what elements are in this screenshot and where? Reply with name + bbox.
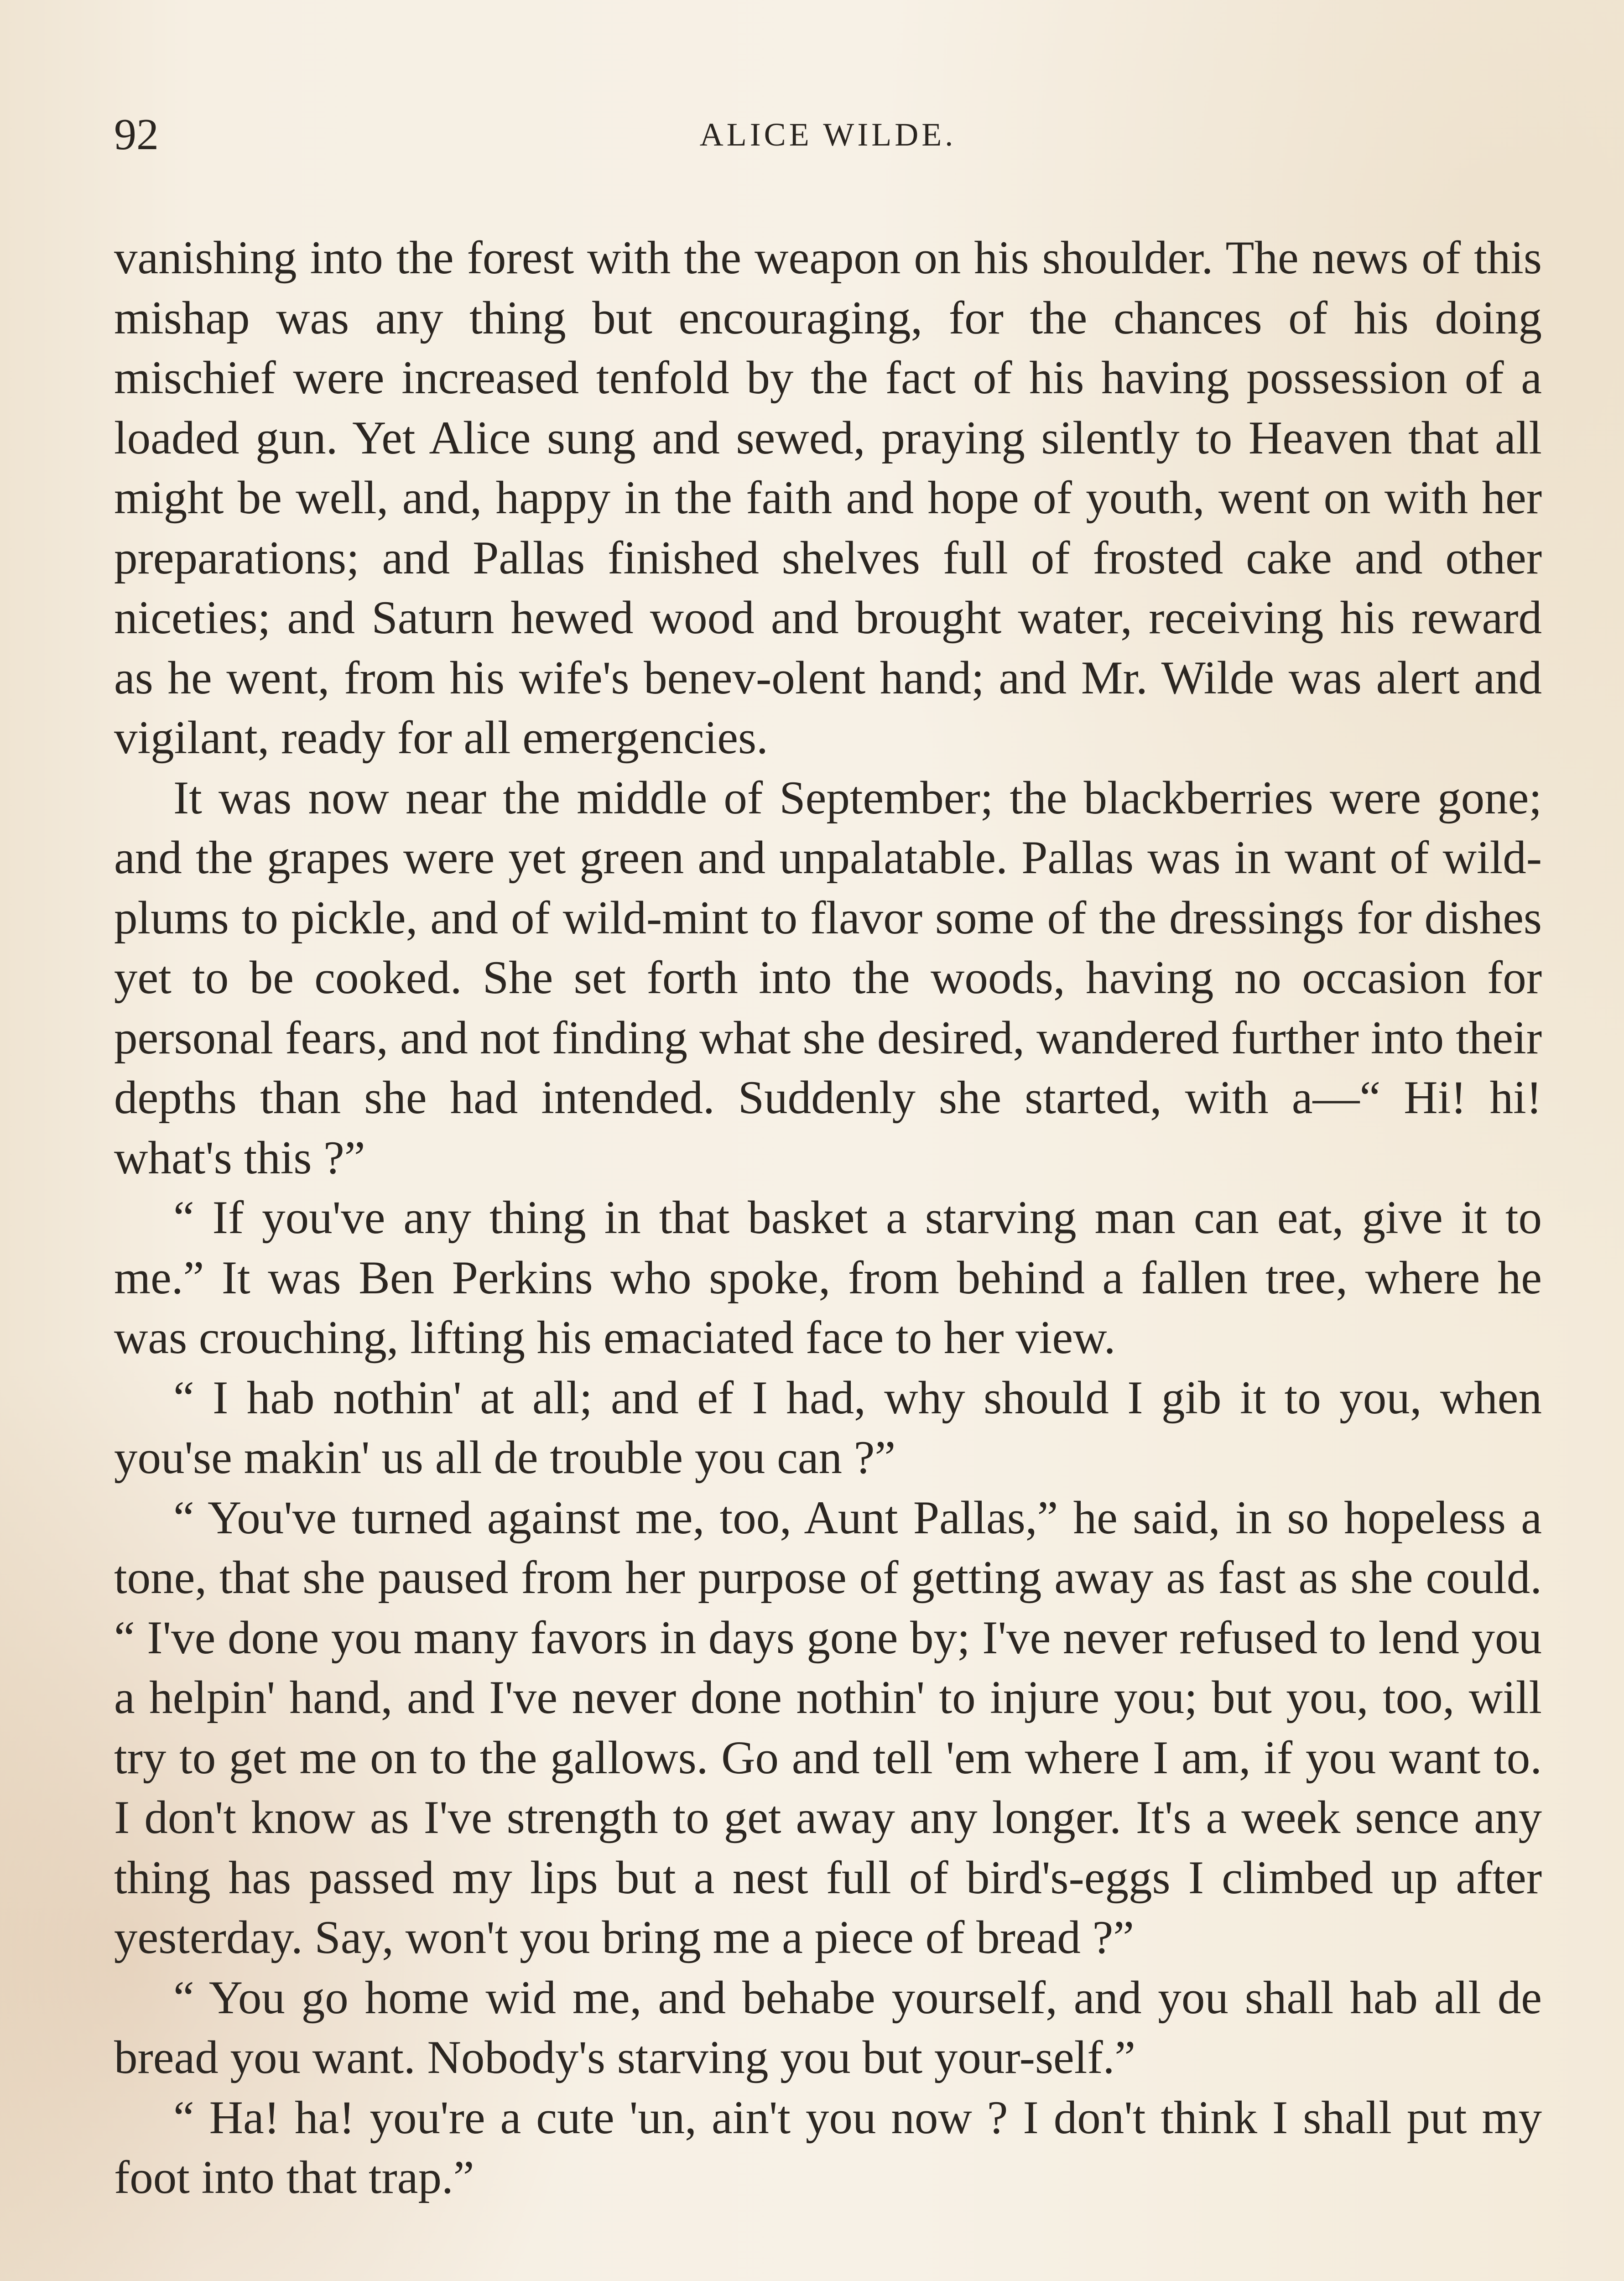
- paragraph: “ You go home wid me, and behabe yourself, and you shall hab all de bread you want. Nobody's starving you but your-self.”: [114, 1971, 1542, 2083]
- paragraph: “ If you've any thing in that basket a starving man can eat, give it to me.” It was Ben Perkins who spoke, from behind a fallen tree, where he was crouching, lifting his emaciated face to her view.: [114, 1192, 1542, 1364]
- paragraph: “ I hab nothin' at all; and ef I had, why should I gib it to you, when you'se makin' us all de trouble you can ?”: [114, 1371, 1542, 1484]
- running-head: ALICE WILDE.: [699, 116, 957, 153]
- paragraph: “ You've turned against me, too, Aunt Pallas,” he said, in so hopeless a tone, that she paused from her purpose of getting away as fast as she could. “ I've done you many favors in days gone by; I've never refused to lend you a helpin' hand, and I've never done nothin' to injure you; but you, too, will try to get me on to the gallows. Go and tell 'em where I am, if you want to. I don't know as I've strength to get away any longer. It's a week sence any thing has passed my lips but a nest full of bird's-eggs I climbed up after yesterday. Say, won't you bring me a piece of bread ?”: [114, 1491, 1542, 1963]
- paragraph: vanishing into the forest with the weapon on his shoulder. The news of this mishap was any thing but encouraging, for the chances of his doing mischief were increased tenfold by the fact of his having possession of a loaded gun. Yet Alice sung and sewed, praying silently to Heaven that all might be well, and, happy in the faith and hope of youth, went on with her preparations; and Pallas finished shelves full of frosted cake and other niceties; and Saturn hewed wood and brought water, receiving his reward as he went, from his wife's benev-olent hand; and Mr. Wilde was alert and vigilant, ready for all emergencies.: [114, 232, 1542, 764]
- page-number: 92: [114, 110, 159, 159]
- body-text: [114, 228, 1542, 2208]
- paragraph: It was now near the middle of September; the blackberries were gone; and the grapes were yet green and unpalatable. Pallas was in want of wild-plums to pickle, and of wild-mint to flavor some of the dressings for dishes yet to be cooked. She set forth into the woods, having no occasion for personal fears, and not finding what she desired, wandered further into their depths than she had intended. Suddenly she started, with a—“ Hi! hi! what's this ?”: [114, 771, 1542, 1184]
- page-header: [114, 107, 1542, 162]
- paragraph: “ Ha! ha! you're a cute 'un, ain't you now ? I don't think I shall put my foot into that trap.”: [114, 2091, 1542, 2203]
